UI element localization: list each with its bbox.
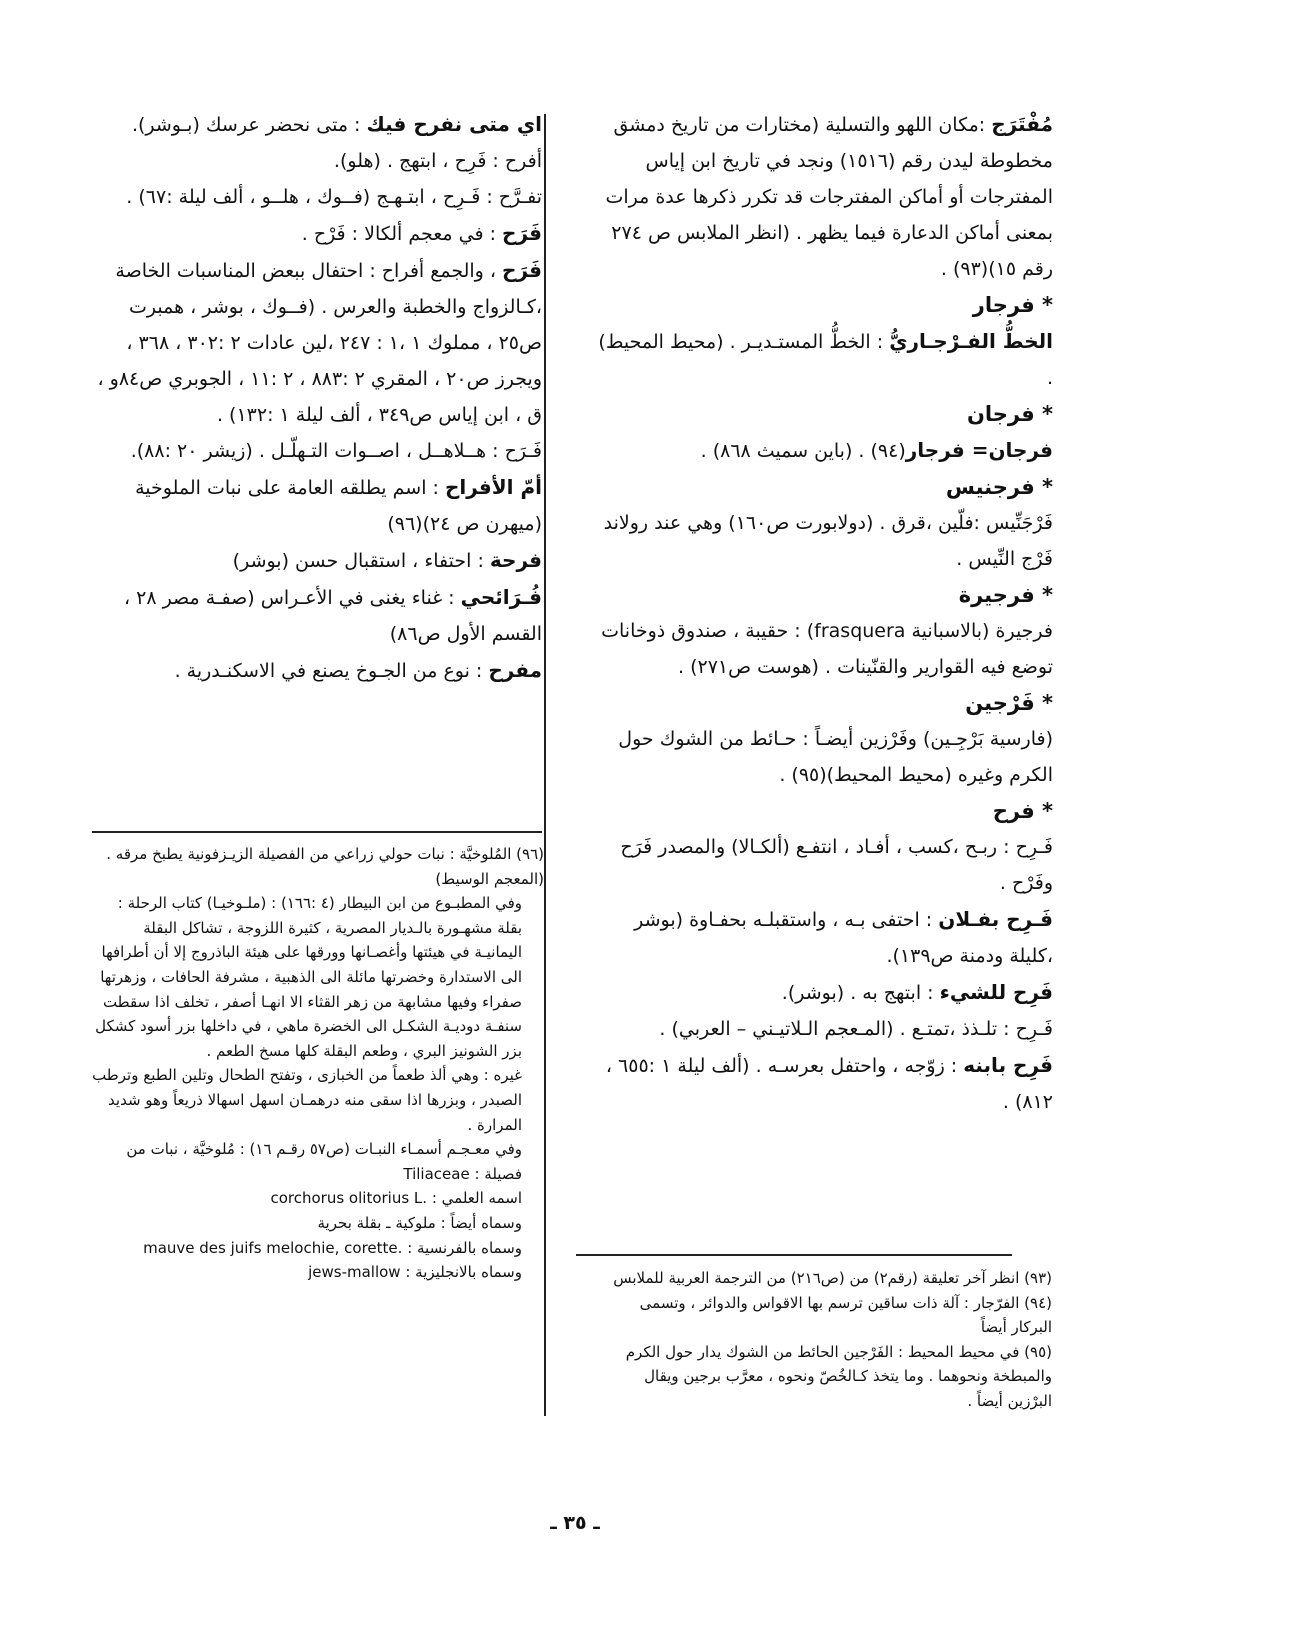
footnote: وفي المطبـوع من ابن البيطار (٤ :١٦٦) : (ملـوخيـا) كتاب الرحلة : بقلة مشهـورة بالـديار المصرية ، كثيرة اللزوجة ، تشاكل البقلة اليمانيـة في هيئتها وأغصـانها وورقها على هيئة الباذروج إلا أن أطرافها الى الاستدارة وخضرتها مائلة الى الذهبية ، مشرفة الحافات ، وزهرتها صفراء وفيها مشابهة من زهر القثاء الا انهـا أصفر ، تخلف اذا سقطت سنفـة دوديـة الشكـل الى الخضرة ماهي ، في داخلها بزر أسود كشكل بزر الشونيز البري ، وطعم البقلة كلها مسخ الطعم .	[95, 894, 522, 1060]
footnote: غيره : وهي ألذ طعماً من الخبازى ، وتفتح الطحال وتلين الطبع وترطب الصبدر ، وبزرها اذا سقى منه درهمـان اسهل اسهالا ذريعاً وهو شديد المرارة .	[92, 1066, 522, 1134]
page-number: ـ ٣٥ ـ	[550, 1512, 600, 1534]
footnote: (٩٦) المُلوخيَّة : نبات حولي زراعي من الفصيلة الزيـزفونية يطبخ مرقه . (المعجم الوسيط)	[106, 845, 544, 888]
dictionary-entry	[92, 469, 542, 542]
dictionary-entry	[92, 252, 542, 433]
footnote: وسماه بالانجليزية : jews-mallow	[308, 1263, 522, 1282]
dictionary-entry	[92, 143, 542, 179]
headword: فَـرِح بفـلان	[938, 907, 1053, 931]
footnote: اسمه العلمي : .corchorus olitorius L	[270, 1189, 522, 1208]
entry-text: : غناء يغنى في الأعـراس (صفـة مصر ٢٨ ، القسم الأول ص٨٦)	[123, 587, 542, 645]
entry-text: فَـرِح : ربـح ،كسب ، أفـاد ، انتفـع (ألكـالا) والمصدر فَرَح وفَرْح .	[620, 836, 1053, 894]
dictionary-entry	[92, 106, 542, 143]
entry-text: : زوّجه ، واحتفل بعرسـه . (ألف ليلة ١ :٦٥٥ ، ٨١٢) .	[605, 1055, 1053, 1113]
headword: فُـرَائحي	[460, 585, 542, 609]
entry-heading: * فَرْجين	[965, 691, 1053, 715]
dictionary-entry	[598, 505, 1053, 577]
dictionary-entry	[92, 179, 542, 215]
footnote: (٩٥) في محيط المحيط : الفَرْجين الحائط من الشوك يدار حول الكرم والمبطخة ونحوهما . وما يتخذ كـالخُصّ ونحوه ، معرَّب برجين ويقال البرْزين أيضاً .	[625, 1342, 1052, 1410]
footnote: وسماه بالفرنسية : .mauve des juifs melochie, corette	[143, 1238, 522, 1257]
dictionary-entry	[598, 323, 1053, 396]
entry-text: : متى نحضر عرسك (بـوشر).	[131, 114, 367, 136]
dictionary-entry	[92, 215, 542, 252]
dictionary-entry	[598, 613, 1053, 685]
right-footnotes	[600, 1266, 1052, 1414]
dictionary-entry	[92, 652, 542, 689]
entry-text: ، والجمع أفراح : احتفال ببعض المناسبات الخاصة ،كـالزواج والخطبة والعرس . (فــوك ، بوشر ، همبرت ص٢٥ ، مملوك ١ ،١ : ٢٤٧ ،لين عادات ٢ :٣٠٢ ، ٣٦٨ ، ويجرز ص٢٠ ، المقري ٢ :٨٨٣ ، ٢ :١١ ، الجوبري ص٨٤و ، ق ، ابن إياس ص٣٤٩ ، ألف ليلة ١ :١٣٢) .	[97, 260, 542, 426]
dictionary-entry	[598, 1011, 1053, 1047]
entry-text: تفـرَّح : فَـرِح ، ابتـهـج (فــوك ، هلــو ، ألف ليلة :٦٧) .	[126, 186, 542, 208]
headword: فرجان= فرجار	[905, 438, 1053, 462]
left-footnote-rule	[92, 831, 542, 833]
entry-text: : احتفى بـه ، واستقبلـه بحفـاوة (بوشر ،كليلة ودمنة ص١٣٩).	[634, 909, 1053, 967]
entry-heading: * فرجيرة	[958, 583, 1053, 607]
entry-text: : في معجم ألكالا : فَرْح .	[301, 223, 503, 245]
dictionary-entry	[598, 829, 1053, 901]
dictionary-entry	[598, 432, 1053, 469]
footnote: (٩٤) الفرّجار : آلة ذات ساقين ترسم بها الاقواس والدوائر ، وتسمى البركار أيضاً	[639, 1293, 1052, 1337]
dictionary-entry	[598, 721, 1053, 793]
entry-text: (٩٤) . (باين سميث ٨٦٨) .	[700, 440, 906, 462]
right-column	[598, 106, 1053, 1120]
entry-text: : احتفاء ، استقبال حسن (بوشر)	[232, 550, 490, 572]
headword: فرحة	[489, 548, 542, 572]
column-divider	[544, 114, 546, 1416]
entry-text: (فارسية بَرْجِـين) وفَرْزين أيضـاً : حـائط من الشوك حول الكرم وغيره (محيط المحيط)(٩٥) .	[618, 728, 1053, 786]
entry-text: فرجيرة (بالاسبانية frasquera) : حقيبة ، صندوق ذوخانات توضع فيه القوارير والقنّينات . (هوست ص٢٧١) .	[601, 620, 1053, 678]
headword: مفرح	[488, 658, 542, 682]
dictionary-entry	[598, 974, 1053, 1011]
left-footnotes	[92, 842, 544, 1285]
entry-text: فَـرِح : تلـذذ ،تمتـع . (المـعجم الـلاتيـني – العربي) .	[659, 1018, 1053, 1040]
footnote: (٩٣) انظر آخر تعليقة (رقم٢) من (ص٢١٦) من الترجمة العربية للملابس	[613, 1269, 1052, 1287]
headword: فَرِح بابنه	[963, 1053, 1053, 1077]
headword: أمّ الأفراح	[444, 475, 542, 499]
entry-text: : الخطُّ المستـديـر . (محيط المحيط) .	[598, 331, 1053, 389]
dictionary-entry	[92, 433, 542, 469]
headword: فَرِح للشيء	[939, 980, 1053, 1004]
entry-heading: * فرجار	[972, 293, 1053, 317]
dictionary-entry	[598, 1047, 1053, 1120]
headword: الخطُّ الفـرْجـاريُّ	[889, 329, 1053, 353]
entry-heading: * فرح	[992, 799, 1053, 823]
entry-text: :مكان اللهو والتسلية (مختارات من تاريخ دمشق مخطوطة ليدن رقم (١٥١٦) ونجد في تاريخ ابن إياس المفترجات أو أماكن المفترجات قد تكرر ذكرها عدة مرات بمعنى أماكن الدعارة فيما يظهر . (انظر الملابس ص ٢٧٤ رقم ١٥)(٩٣) .	[605, 114, 1053, 280]
left-column	[92, 106, 542, 689]
dictionary-entry	[598, 106, 1053, 287]
entry-text: : ابتهج به . (بوشر).	[781, 982, 940, 1004]
headword: فَرَح	[502, 221, 542, 245]
dictionary-entry	[92, 579, 542, 652]
footnote: وفي معـجـم أسمـاء النبـات (ص٥٧ رقـم ١٦) : مُلوخيَّة ، نبات من فصيلة : Tiliaceae	[126, 1140, 522, 1183]
headword: اي متى نفرح فيك	[366, 112, 542, 136]
dictionary-entry	[598, 901, 1053, 974]
entry-text: فَـرَح : هــلاهــل ، اصــوات التـهلّـل . (زيشر ٢٠ :٨٨).	[130, 440, 542, 462]
dictionary-entry	[92, 542, 542, 579]
entry-text: أفرح : فَرِح ، ابتهج . (هلو).	[333, 150, 542, 172]
headword: مُفْتَرَج	[991, 112, 1053, 136]
right-footnote-rule	[576, 1254, 1012, 1256]
entry-text: : نوع من الجـوخ يصنع في الاسكنـدرية .	[174, 660, 489, 682]
headword: فَرَح	[502, 258, 542, 282]
entry-text: فَرْجَنِّيس :فلّين ،قرق . (دولابورت ص١٦٠) وهي عند رولاند فَرْج النِّيس .	[603, 512, 1053, 570]
footnote: وسماه أيضاً : ملوكية ـ بقلة بحرية	[317, 1213, 522, 1232]
entry-heading: * فرجان	[966, 402, 1053, 426]
entry-text: : اسم يطلقه العامة على نبات الملوخية (ميهرن ص ٢٤)(٩٦)	[135, 477, 542, 535]
entry-heading: * فرجنيس	[945, 475, 1053, 499]
